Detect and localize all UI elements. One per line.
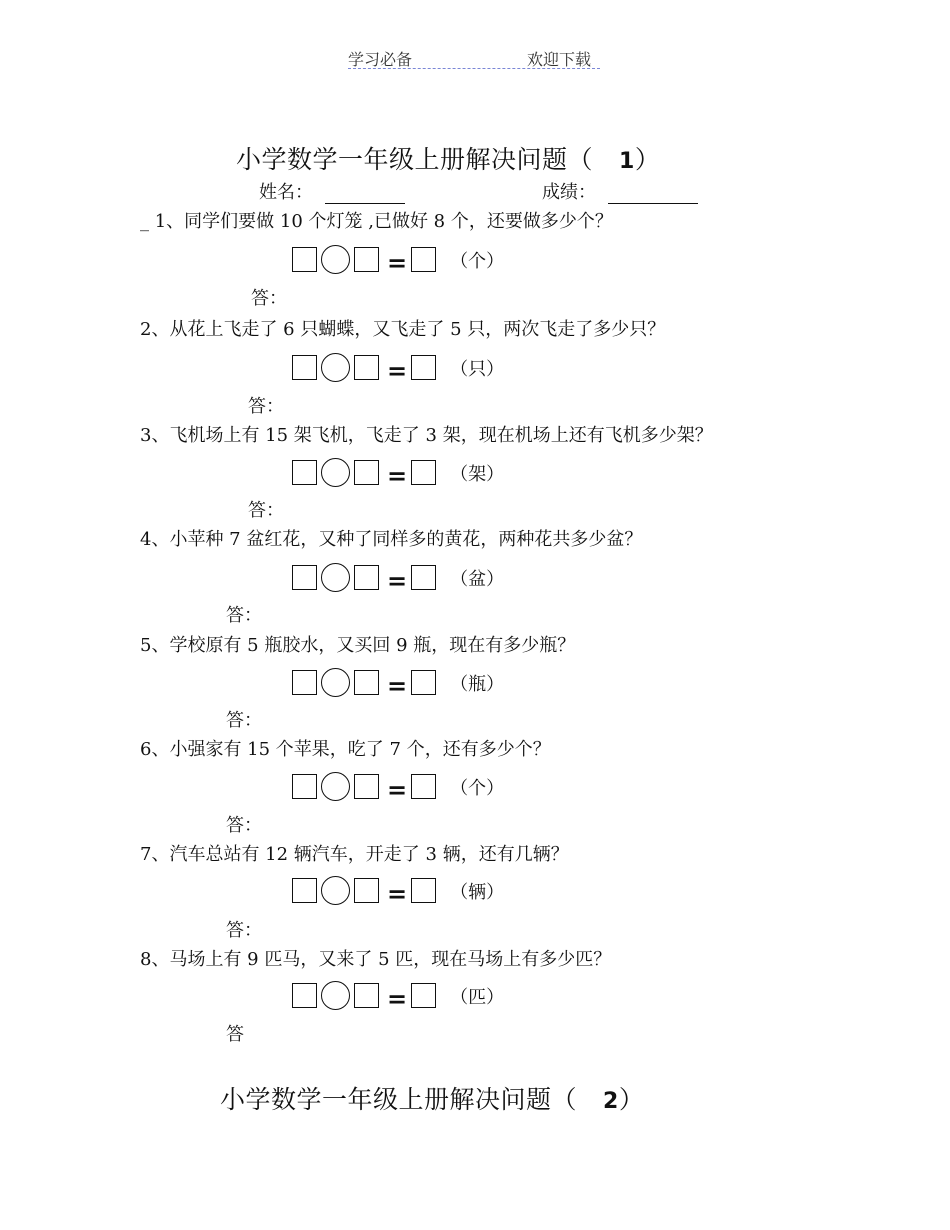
answer-label-7: 答： <box>226 920 262 941</box>
question-2-text: 2、从花上飞走了 6 只蝴蝶，又飞走了 5 只，两次飞走了多少只？ <box>140 319 666 340</box>
question-3-text: 3、飞机场上有 15 架飞机，飞走了 3 架，现在机场上还有飞机多少架？ <box>140 425 713 446</box>
name-label: 姓名： <box>259 182 313 203</box>
equation-row-8 <box>292 981 505 1013</box>
answer-box <box>354 355 379 380</box>
question-7-text: 7、汽车总站有 12 辆汽车，开走了 3 辆，还有几辆？ <box>140 844 569 865</box>
operator-circle <box>321 563 350 592</box>
operator-circle <box>321 668 350 697</box>
equation-row-6 <box>292 772 505 804</box>
question-5-text: 5、学校原有 5 瓶胶水，又买回 9 瓶，现在有多少瓶？ <box>140 635 576 656</box>
result-box <box>411 247 436 272</box>
answer-label-5: 答： <box>226 710 262 731</box>
equals-sign: = <box>387 461 408 490</box>
equation-row-1 <box>292 245 505 277</box>
unit-label: （匹） <box>450 986 505 1008</box>
answer-label-4: 答： <box>226 605 262 626</box>
worksheet-title-2 <box>220 1080 644 1116</box>
operator-circle <box>321 876 350 905</box>
title-text: 小学数学一年级上册解决问题（ <box>236 145 594 174</box>
answer-box <box>354 565 379 590</box>
answer-box <box>292 460 317 485</box>
equals-sign: = <box>387 775 408 804</box>
unit-label: （辆） <box>450 881 505 903</box>
equation-row-2 <box>292 353 505 385</box>
title-close: ） <box>618 1085 645 1114</box>
operator-circle <box>321 981 350 1010</box>
score-label: 成绩： <box>542 182 596 203</box>
question-6-text: 6、小强家有 15 个苹果，吃了 7 个，还有多少个？ <box>140 739 551 760</box>
answer-box <box>292 878 317 903</box>
title-number: 2 <box>603 1089 619 1114</box>
operator-circle <box>321 458 350 487</box>
equation-row-7 <box>292 876 505 908</box>
answer-label-1: 答： <box>251 288 287 309</box>
unit-label: （只） <box>450 358 505 380</box>
equals-sign: = <box>387 671 408 700</box>
question-1-text: _ 1、同学们要做 10 个灯笼 ,已做好 8 个，还要做多少个？ <box>140 211 613 232</box>
answer-box <box>354 460 379 485</box>
answer-label-3: 答： <box>248 500 284 521</box>
title-close: ） <box>634 145 661 174</box>
result-box <box>411 565 436 590</box>
question-8-text: 8、马场上有 9 匹马，又来了 5 匹，现在马场上有多少匹？ <box>140 949 612 970</box>
answer-box <box>354 878 379 903</box>
result-box <box>411 878 436 903</box>
result-box <box>411 670 436 695</box>
answer-label-8: 答 <box>226 1024 244 1045</box>
operator-circle <box>321 772 350 801</box>
unit-label: （瓶） <box>450 673 505 695</box>
equation-row-5 <box>292 668 505 700</box>
header-divider <box>348 68 600 69</box>
operator-circle <box>321 245 350 274</box>
name-blank <box>325 203 405 204</box>
name-field <box>259 178 405 204</box>
title-text: 小学数学一年级上册解决问题（ <box>220 1085 578 1114</box>
unit-label: （个） <box>450 777 505 799</box>
answer-box <box>292 983 317 1008</box>
result-box <box>411 983 436 1008</box>
answer-box <box>292 565 317 590</box>
answer-box <box>354 670 379 695</box>
equation-row-3 <box>292 458 505 490</box>
unit-label: （盆） <box>450 568 505 590</box>
equation-row-4 <box>292 563 505 595</box>
equals-sign: = <box>387 984 408 1013</box>
result-box <box>411 774 436 799</box>
operator-circle <box>321 353 350 382</box>
title-number: 1 <box>619 149 635 174</box>
answer-box <box>354 774 379 799</box>
equals-sign: = <box>387 248 408 277</box>
equals-sign: = <box>387 566 408 595</box>
answer-box <box>292 670 317 695</box>
answer-label-2: 答： <box>248 396 284 417</box>
header-left-text: 学习必备 <box>348 50 413 69</box>
equals-sign: = <box>387 356 408 385</box>
score-field <box>542 178 698 204</box>
answer-box <box>292 355 317 380</box>
question-4-text: 4、小苹种 7 盆红花，又种了同样多的黄花，两种花共多少盆？ <box>140 529 643 550</box>
score-blank <box>608 203 698 204</box>
answer-label-6: 答： <box>226 815 262 836</box>
equals-sign: = <box>387 879 408 908</box>
result-box <box>411 460 436 485</box>
header-right-text: 欢迎下载 <box>527 50 592 69</box>
answer-box <box>292 774 317 799</box>
result-box <box>411 355 436 380</box>
unit-label: （架） <box>450 463 505 485</box>
answer-box <box>354 247 379 272</box>
answer-box <box>292 247 317 272</box>
worksheet-title-1 <box>236 140 660 176</box>
answer-box <box>354 983 379 1008</box>
unit-label: （个） <box>450 250 505 272</box>
